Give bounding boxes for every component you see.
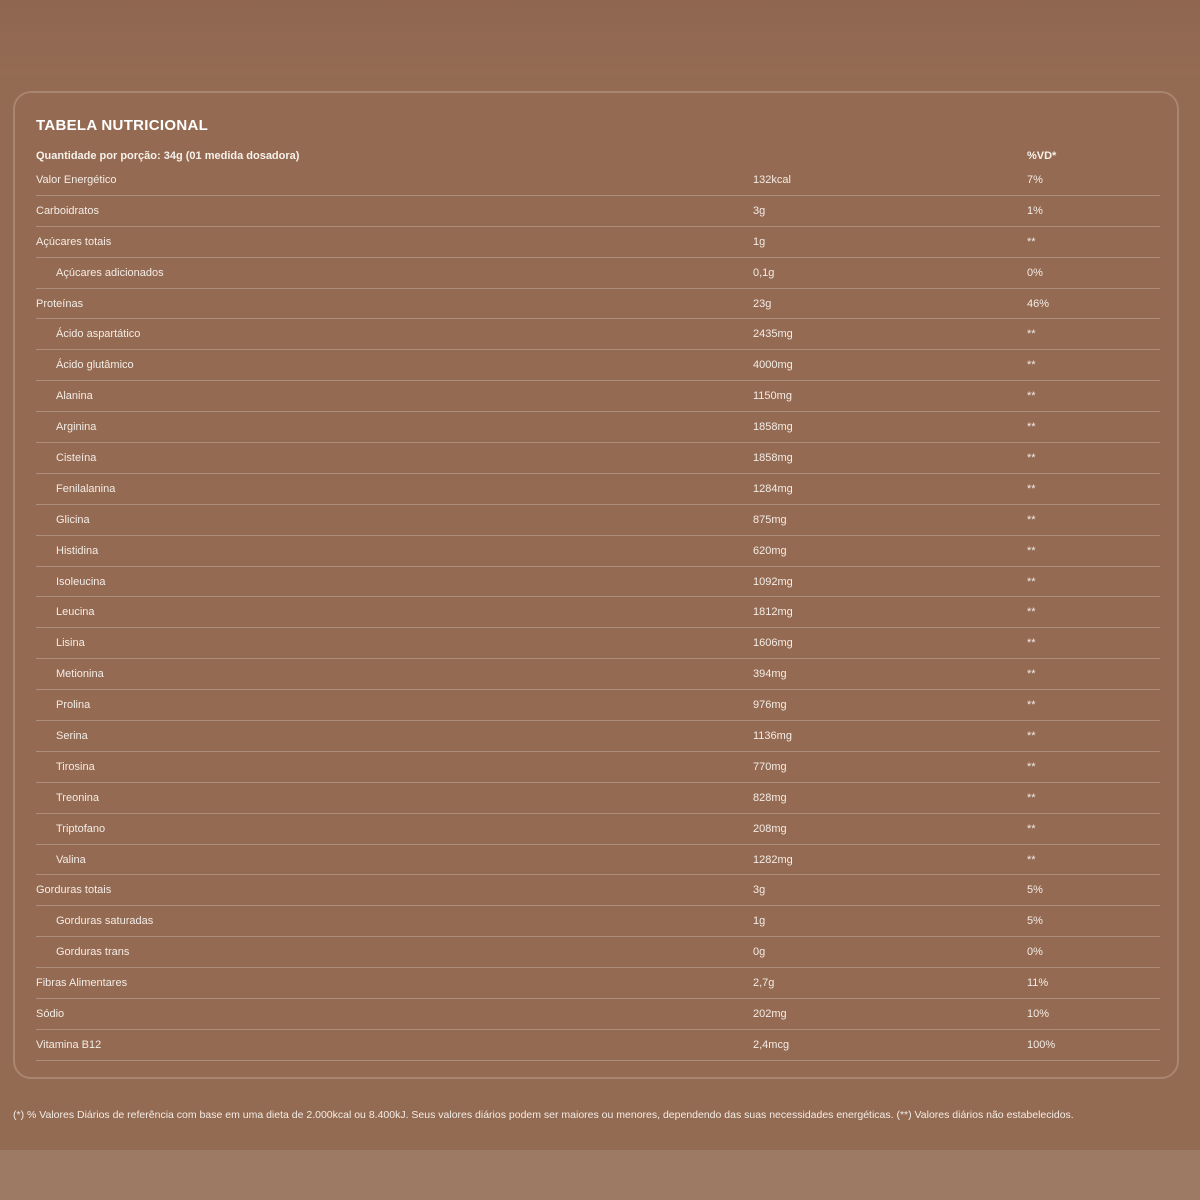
table-row [36, 968, 1160, 999]
nutrient-name: Gorduras trans [56, 946, 130, 959]
table-row [36, 474, 1160, 505]
nutrient-name: Fibras Alimentares [36, 977, 128, 990]
table-row [36, 628, 1160, 659]
table-row [36, 937, 1160, 968]
nutrient-dv: ** [1027, 421, 1036, 434]
nutrient-name: Ácido aspartático [56, 328, 141, 341]
nutrient-value: 1812mg [753, 606, 793, 619]
nutrient-name: Valor Energético [36, 174, 117, 186]
table-row [36, 412, 1160, 443]
table-row [36, 659, 1160, 690]
nutrient-name: Sódio [36, 1008, 65, 1021]
nutrient-name: Leucina [56, 606, 95, 619]
table-row [36, 845, 1160, 876]
nutrient-name: Glicina [56, 513, 90, 526]
nutrient-dv: ** [1027, 328, 1036, 341]
nutrient-dv: 10% [1027, 1008, 1050, 1021]
nutrient-dv: ** [1027, 390, 1036, 403]
table-row [36, 567, 1160, 598]
nutrient-name: Alanina [56, 390, 93, 403]
nutrient-name: Serina [56, 730, 88, 743]
nutrient-dv: 0% [1027, 266, 1043, 279]
nutrient-name: Tirosina [56, 760, 95, 773]
nutrient-value: 1150mg [753, 390, 792, 403]
bottom-band [0, 1150, 1200, 1200]
nutrient-dv: ** [1027, 482, 1036, 495]
table-row [36, 721, 1160, 752]
nutrient-value: 620mg [753, 544, 787, 557]
nutrient-value: 1g [753, 915, 766, 928]
nutrient-name: Açúcares adicionados [56, 266, 164, 279]
serving-label: Quantidade por porção: 34g (01 medida dosadora) [36, 150, 300, 162]
table-row [36, 289, 1160, 320]
table-row [36, 258, 1160, 289]
nutrient-dv: ** [1027, 606, 1036, 619]
nutrient-name: Gorduras totais [36, 884, 112, 897]
nutrient-dv: ** [1027, 637, 1036, 650]
nutrient-value: 1g [753, 235, 766, 248]
table-row [36, 814, 1160, 845]
nutrient-value: 3g [753, 204, 766, 217]
table-row [36, 999, 1160, 1030]
nutrient-value: 1282mg [753, 853, 793, 866]
table-row [36, 597, 1160, 628]
nutrient-value: 1858mg [753, 421, 793, 434]
nutrient-dv: 7% [1027, 174, 1043, 186]
nutrient-dv: ** [1027, 760, 1036, 773]
nutrient-value: 0g [753, 946, 766, 959]
table-row [36, 319, 1160, 350]
table-row [36, 1030, 1160, 1061]
nutrient-value: 1136mg [753, 730, 792, 743]
nutrient-value: 875mg [753, 513, 787, 526]
nutrient-dv: ** [1027, 791, 1036, 804]
nutrient-value: 828mg [753, 791, 787, 804]
nutrient-dv: ** [1027, 452, 1036, 465]
nutrient-value: 3g [753, 884, 766, 897]
nutrient-dv: ** [1027, 235, 1036, 248]
nutrient-dv: 100% [1027, 1038, 1056, 1051]
footnote: (*) % Valores Diários de referência com base em uma dieta de 2.000kcal ou 8.400kJ. Seus valores diários podem ser maiores ou menores, dependendo das suas necessidades energéticas. (**) Valores diários não estabelecidos. [13, 1109, 1074, 1121]
nutrient-name: Valina [56, 853, 86, 866]
nutrient-value: 770mg [753, 760, 787, 773]
nutrient-dv: ** [1027, 359, 1036, 372]
nutrient-dv: 11% [1027, 977, 1049, 990]
table-row [36, 165, 1160, 196]
top-band [0, 0, 1200, 75]
nutrient-name: Lisina [56, 637, 85, 650]
nutrient-value: 23g [753, 297, 772, 310]
table-row [36, 690, 1160, 721]
table-row [36, 227, 1160, 258]
nutrient-dv: ** [1027, 544, 1036, 557]
nutrient-value: 2,4mcg [753, 1038, 790, 1051]
nutrient-name: Histidina [56, 544, 99, 557]
table-row [36, 381, 1160, 412]
nutrient-value: 0,1g [753, 266, 775, 279]
nutrient-dv: ** [1027, 853, 1036, 866]
nutrient-dv: ** [1027, 668, 1036, 681]
nutrient-name: Carboidratos [36, 204, 99, 217]
nutrient-name: Triptofano [56, 822, 106, 835]
table-row [36, 196, 1160, 227]
nutrient-value: 976mg [753, 699, 787, 712]
nutrient-dv: ** [1027, 730, 1036, 743]
nutrient-value: 202mg [753, 1008, 787, 1021]
nutrition-rows [36, 165, 1160, 1061]
nutrient-name: Fenilalanina [56, 482, 116, 495]
nutrient-value: 1092mg [753, 575, 793, 588]
nutrient-name: Prolina [56, 699, 91, 712]
nutrient-value: 2435mg [753, 328, 793, 341]
nutrient-name: Arginina [56, 421, 97, 434]
nutrient-value: 132kcal [753, 174, 791, 186]
nutrition-table-card [13, 91, 1179, 1079]
table-header-row [36, 150, 1160, 166]
nutrient-dv: ** [1027, 513, 1036, 526]
table-row [36, 443, 1160, 474]
nutrient-dv: ** [1027, 699, 1036, 712]
nutrient-dv: 1% [1027, 204, 1043, 217]
table-row [36, 783, 1160, 814]
nutrient-name: Cisteína [56, 452, 97, 465]
nutrient-name: Metionina [56, 668, 104, 681]
nutrient-name: Treonina [56, 791, 100, 804]
nutrient-dv: 46% [1027, 297, 1050, 310]
nutrient-value: 1284mg [753, 482, 793, 495]
nutrient-value: 394mg [753, 668, 787, 681]
table-row [36, 505, 1160, 536]
nutrient-value: 1606mg [753, 637, 793, 650]
nutrient-dv: 0% [1027, 946, 1043, 959]
nutrient-name: Vitamina B12 [36, 1038, 102, 1051]
nutrient-dv: 5% [1027, 884, 1043, 897]
nutrient-value: 4000mg [753, 359, 793, 372]
dv-header: %VD* [1027, 150, 1057, 162]
nutrient-dv: ** [1027, 575, 1036, 588]
nutrient-dv: ** [1027, 822, 1036, 835]
nutrient-name: Gorduras saturadas [56, 915, 154, 928]
nutrient-name: Açúcares totais [36, 235, 112, 248]
nutrient-value: 1858mg [753, 452, 793, 465]
nutrient-name: Isoleucina [56, 575, 106, 588]
nutrient-name: Ácido glutâmico [56, 359, 134, 372]
nutrient-name: Proteínas [36, 297, 84, 310]
table-row [36, 536, 1160, 567]
table-row [36, 350, 1160, 381]
nutrient-dv: 5% [1027, 915, 1043, 928]
table-row [36, 752, 1160, 783]
table-row [36, 875, 1160, 906]
table-title: TABELA NUTRICIONAL [36, 117, 209, 134]
nutrient-value: 208mg [753, 822, 787, 835]
nutrient-value: 2,7g [753, 977, 775, 990]
table-row [36, 906, 1160, 937]
